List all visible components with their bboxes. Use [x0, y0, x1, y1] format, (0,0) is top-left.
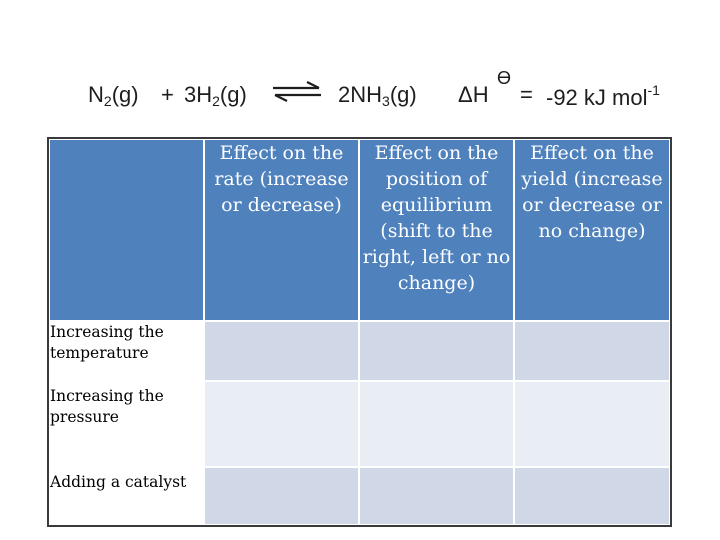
- enthalpy-symbol: ΔH: [458, 82, 489, 107]
- answer-cell-rate[interactable]: [204, 467, 359, 525]
- header-effect-on-yield: Effect on the yield (increase or decrease or no change): [514, 139, 670, 321]
- enthalpy-value: -92 kJ mol$^{-1}$: [546, 82, 660, 110]
- effects-table: [48, 138, 671, 526]
- table-row: [49, 321, 670, 381]
- answer-cell-equilibrium[interactable]: [359, 467, 514, 525]
- row-label-temperature: Increasing the temperature: [49, 321, 204, 381]
- standard-state-symbol: ϴ: [497, 68, 512, 88]
- table-row: [49, 467, 670, 525]
- answer-cell-equilibrium[interactable]: [359, 321, 514, 381]
- answer-cell-rate[interactable]: [204, 321, 359, 381]
- reactant-hydrogen: $3H_2(g)$: [184, 82, 247, 109]
- row-label-pressure: Increasing the pressure: [49, 381, 204, 467]
- answer-cell-yield[interactable]: [514, 381, 670, 467]
- equilibrium-arrow-icon: [271, 80, 323, 102]
- header-cell-blank: [49, 139, 204, 321]
- answer-cell-yield[interactable]: [514, 321, 670, 381]
- answer-cell-rate[interactable]: [204, 381, 359, 467]
- table-row: [49, 381, 670, 467]
- header-effect-on-rate: Effect on the rate (increase or decrease): [204, 139, 359, 321]
- answer-cell-yield[interactable]: [514, 467, 670, 525]
- table-header-row: [49, 139, 670, 321]
- equals-sign: =: [520, 82, 533, 107]
- row-label-catalyst: Adding a catalyst: [49, 467, 204, 525]
- product-ammonia: $2NH_3(g)$: [338, 82, 417, 109]
- reaction-equation: [88, 68, 688, 118]
- plus-sign: +: [161, 82, 174, 107]
- answer-cell-equilibrium[interactable]: [359, 381, 514, 467]
- reactant-nitrogen: $N_2(g)$: [88, 82, 139, 109]
- header-effect-on-equilibrium: Effect on the position of equilibrium (shift to the right, left or no change): [359, 139, 514, 321]
